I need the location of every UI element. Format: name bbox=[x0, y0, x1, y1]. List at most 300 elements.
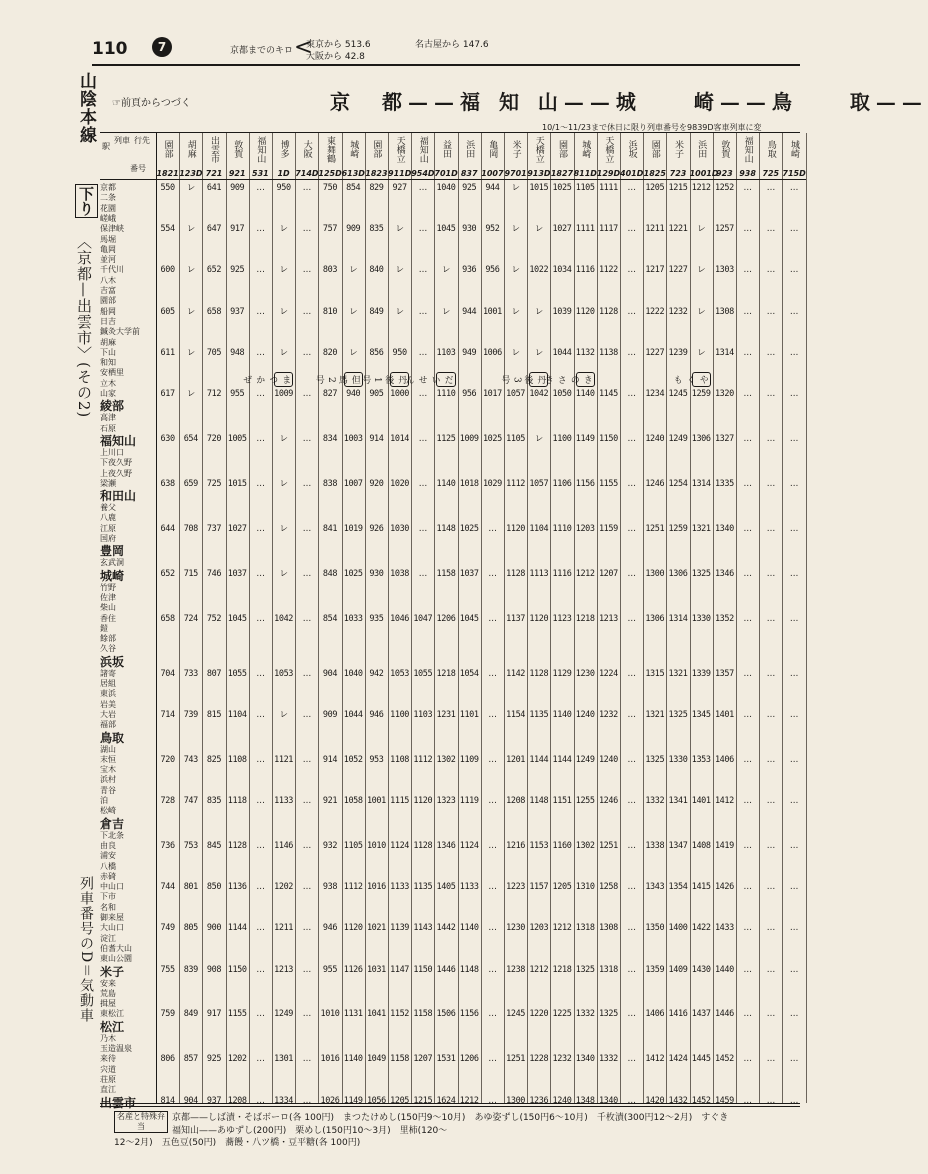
time-cell: 1259 bbox=[691, 389, 711, 399]
time-cell: 1218 bbox=[575, 613, 595, 624]
time-cell: … bbox=[789, 882, 799, 893]
station-name: 浜坂 bbox=[100, 654, 125, 669]
time-cell: レ bbox=[279, 568, 288, 579]
time-cell: 1446 bbox=[714, 1009, 734, 1020]
time-cell: 1046 bbox=[390, 613, 410, 624]
time-cell: 1412 bbox=[645, 1054, 665, 1065]
station-name: 来待 bbox=[100, 1054, 116, 1064]
time-cell: … bbox=[256, 478, 265, 489]
time-cell: … bbox=[743, 224, 752, 235]
time-cell: 1325 bbox=[691, 568, 711, 579]
time-cell: 805 bbox=[183, 923, 198, 934]
time-cell: 1006 bbox=[482, 347, 502, 358]
time-cell: 801 bbox=[183, 882, 198, 893]
time-cell: 921 bbox=[322, 796, 338, 806]
time-cell: … bbox=[256, 754, 265, 765]
time-cell: 925 bbox=[462, 183, 477, 193]
time-cell: 909 bbox=[322, 709, 338, 720]
time-cell: 1128 bbox=[413, 840, 433, 851]
time-cell: … bbox=[627, 523, 636, 534]
time-cell: 1158 bbox=[390, 1054, 410, 1065]
time-cell: 849 bbox=[183, 1009, 198, 1020]
time-cell: 1240 bbox=[575, 709, 595, 720]
time-cell: 1240 bbox=[552, 1095, 572, 1106]
time-cell: 1321 bbox=[691, 523, 711, 534]
time-cell: 1034 bbox=[552, 265, 572, 276]
time-cell: … bbox=[789, 478, 799, 489]
time-cell: 1148 bbox=[459, 964, 479, 975]
time-cell: 1321 bbox=[645, 709, 665, 720]
time-cell: 1255 bbox=[575, 796, 595, 806]
train-column bbox=[179, 133, 203, 1106]
time-cell: … bbox=[302, 709, 311, 720]
time-cell: 1308 bbox=[598, 923, 618, 934]
time-cell: 759 bbox=[160, 1009, 175, 1020]
time-cell: … bbox=[256, 523, 265, 534]
time-cell: レ bbox=[395, 265, 404, 276]
time-cell: 1321 bbox=[668, 668, 688, 679]
time-cell: … bbox=[743, 709, 752, 720]
time-cell: 1031 bbox=[366, 964, 386, 975]
time-cell: … bbox=[418, 306, 427, 317]
time-cell: 1332 bbox=[598, 1054, 618, 1065]
time-cell: 1301 bbox=[274, 1054, 294, 1065]
time-cell: 1027 bbox=[552, 224, 572, 235]
time-cell: 1430 bbox=[691, 964, 711, 975]
time-cell: 1220 bbox=[529, 1009, 549, 1020]
time-cell: 1236 bbox=[529, 1095, 549, 1106]
time-cell: … bbox=[302, 478, 311, 489]
station-name: 宍道 bbox=[100, 1064, 116, 1074]
time-cell: 550 bbox=[160, 183, 175, 193]
time-cell: … bbox=[627, 840, 636, 851]
time-cell: 1124 bbox=[390, 840, 410, 851]
time-cell: 1217 bbox=[645, 265, 665, 276]
train-number: 714D bbox=[295, 169, 319, 178]
section-number-badge: 7 bbox=[152, 37, 172, 57]
time-cell: 1037 bbox=[459, 568, 479, 579]
station-name: 大岩 bbox=[100, 709, 116, 719]
train-name-marker: 丹後3号 bbox=[529, 372, 548, 387]
train-destination: 天橋立 bbox=[603, 135, 614, 163]
train-destination: 福知山 bbox=[417, 135, 428, 163]
time-cell: 1155 bbox=[598, 478, 618, 489]
time-cell: … bbox=[256, 1054, 265, 1065]
station-name: 東浜 bbox=[100, 689, 116, 699]
time-cell: … bbox=[488, 796, 497, 806]
time-cell: … bbox=[488, 568, 497, 579]
time-cell: 647 bbox=[206, 224, 222, 235]
time-cell: 1117 bbox=[598, 224, 618, 235]
time-cell: … bbox=[488, 882, 497, 893]
time-cell: … bbox=[418, 478, 427, 489]
time-cell: 554 bbox=[160, 224, 175, 235]
station-name: 梁瀬 bbox=[100, 478, 116, 488]
time-cell: 1218 bbox=[436, 668, 456, 679]
time-cell: 925 bbox=[230, 265, 245, 276]
time-cell: 1018 bbox=[459, 478, 479, 489]
time-cell: … bbox=[256, 709, 265, 720]
time-cell: 1108 bbox=[390, 754, 410, 765]
time-cell: … bbox=[256, 668, 265, 679]
time-cell: 1144 bbox=[529, 754, 549, 765]
train-header bbox=[782, 133, 805, 180]
ekiben-kyoto-cont: 12〜2月) 五色豆(50円) 蕎饅・八ツ橋・豆平糖(各 100円) bbox=[114, 1138, 361, 1148]
time-cell: … bbox=[789, 796, 799, 806]
time-cell: 914 bbox=[322, 754, 338, 765]
time-cell: 1408 bbox=[691, 840, 711, 851]
time-cell: 1131 bbox=[343, 1009, 363, 1020]
time-cell: 1325 bbox=[645, 754, 665, 765]
time-cell: 856 bbox=[369, 347, 384, 358]
time-cell: 1206 bbox=[436, 613, 456, 624]
time-cell: 1038 bbox=[390, 568, 410, 579]
time-cell: … bbox=[627, 265, 636, 276]
train-destination: 敦賀 bbox=[719, 140, 730, 158]
time-cell: 1123 bbox=[552, 613, 572, 624]
time-cell: 1149 bbox=[343, 1095, 363, 1106]
time-cell: 1119 bbox=[459, 796, 479, 806]
train-destination: 福知山 bbox=[742, 135, 753, 163]
time-cell: … bbox=[766, 882, 775, 893]
time-cell: … bbox=[743, 923, 752, 934]
time-cell: 1116 bbox=[552, 568, 572, 579]
time-cell: … bbox=[766, 265, 775, 276]
train-column bbox=[226, 133, 250, 1106]
time-cell: レ bbox=[186, 183, 195, 193]
time-cell: 1306 bbox=[645, 613, 665, 624]
time-cell: 1133 bbox=[459, 882, 479, 893]
time-cell: … bbox=[256, 183, 265, 193]
train-column bbox=[481, 133, 505, 1106]
time-cell: 1359 bbox=[645, 964, 665, 975]
train-number: 725 bbox=[762, 169, 780, 178]
time-cell: 806 bbox=[160, 1054, 175, 1065]
station-name: 和田山 bbox=[100, 489, 137, 504]
ekiben-kyoto: 京都——しば漬・そばボーロ(各 100円) まつたけめし(150円9〜10月) あゆ姿ずし(150円6〜10月) 千枚漬(300円12〜2月) すぐき bbox=[172, 1113, 729, 1123]
time-cell: 937 bbox=[206, 1095, 222, 1106]
time-cell: レ bbox=[697, 306, 706, 317]
train-column bbox=[504, 133, 528, 1106]
time-cell: 834 bbox=[322, 433, 338, 444]
time-cell: … bbox=[766, 1054, 775, 1065]
kilometer-from-osaka: 大阪から 42.8 bbox=[306, 52, 365, 62]
time-cell: … bbox=[627, 1095, 636, 1106]
time-cell: 1215 bbox=[413, 1095, 433, 1106]
time-cell: 1624 bbox=[436, 1095, 456, 1106]
time-cell: 1058 bbox=[343, 796, 363, 806]
time-cell: … bbox=[488, 1054, 497, 1065]
time-cell: 1005 bbox=[227, 433, 247, 444]
time-cell: 1401 bbox=[691, 796, 711, 806]
station-name: 乃木 bbox=[100, 1033, 116, 1043]
station-name: 八木 bbox=[100, 275, 116, 285]
time-cell: 1049 bbox=[366, 1054, 386, 1065]
train-column bbox=[202, 133, 226, 1106]
time-cell: 1251 bbox=[506, 1054, 526, 1065]
time-cell: 908 bbox=[206, 964, 222, 975]
time-cell: … bbox=[302, 183, 311, 193]
train-header bbox=[179, 133, 202, 180]
time-cell: 1118 bbox=[227, 796, 247, 806]
train-number: 1007 bbox=[481, 169, 504, 178]
time-cell: 848 bbox=[322, 568, 338, 579]
header-rule bbox=[92, 64, 800, 66]
time-cell: 1152 bbox=[390, 1009, 410, 1020]
time-cell: 755 bbox=[160, 964, 175, 975]
time-cell: 926 bbox=[369, 523, 384, 534]
time-cell: … bbox=[488, 1095, 497, 1106]
time-cell: … bbox=[766, 964, 775, 975]
time-cell: 605 bbox=[160, 306, 175, 317]
time-cell: 1128 bbox=[506, 568, 526, 579]
time-cell: 925 bbox=[206, 1054, 222, 1065]
time-cell: 1120 bbox=[575, 306, 595, 317]
train-header bbox=[202, 133, 225, 180]
time-cell: 1433 bbox=[714, 923, 734, 934]
train-name-marker: 但馬2号 bbox=[344, 372, 363, 387]
station-name: 胡麻 bbox=[100, 337, 116, 347]
time-cell: … bbox=[627, 433, 636, 444]
time-cell: … bbox=[302, 523, 311, 534]
station-name: 浜村 bbox=[100, 775, 116, 785]
station-name: 松江 bbox=[100, 1019, 125, 1034]
train-destination: 城崎 bbox=[788, 140, 799, 158]
time-cell: 1159 bbox=[598, 523, 618, 534]
line-name: 山陰本線 bbox=[76, 72, 96, 144]
holiday-note: 10/1〜11/23まで休日に限り列車番号を9839D客車列車に変 bbox=[542, 123, 762, 132]
time-cell: 1105 bbox=[343, 840, 363, 851]
time-cell: 1212 bbox=[529, 964, 549, 975]
time-cell: 946 bbox=[322, 923, 338, 934]
time-cell: 1140 bbox=[436, 478, 456, 489]
train-header bbox=[318, 133, 341, 180]
time-cell: 839 bbox=[183, 964, 198, 975]
time-cell: 854 bbox=[346, 183, 361, 193]
time-cell: … bbox=[789, 709, 799, 720]
time-cell: … bbox=[256, 964, 265, 975]
time-cell: 1156 bbox=[459, 1009, 479, 1020]
time-cell: 1202 bbox=[227, 1054, 247, 1065]
time-cell: 909 bbox=[346, 224, 361, 235]
station-name: 下山 bbox=[100, 347, 116, 357]
station-name: 浦安 bbox=[100, 851, 116, 861]
train-number: 401D bbox=[620, 169, 644, 178]
time-cell: 746 bbox=[206, 568, 222, 579]
station-name: 諸寄 bbox=[100, 668, 116, 678]
time-cell: 712 bbox=[206, 389, 222, 399]
time-cell: … bbox=[302, 568, 311, 579]
time-cell: 1042 bbox=[529, 389, 549, 399]
time-cell: 724 bbox=[183, 613, 198, 624]
time-cell: 1010 bbox=[366, 840, 386, 851]
time-cell: … bbox=[627, 1054, 636, 1065]
station-name: 福部 bbox=[100, 720, 116, 730]
time-cell: … bbox=[627, 568, 636, 579]
train-destination: 浜坂 bbox=[626, 140, 637, 158]
route-section: 〈京都—出雲市〉(その2) bbox=[75, 234, 93, 419]
time-cell: 1203 bbox=[529, 923, 549, 934]
time-cell: … bbox=[766, 478, 775, 489]
kilometer-from-tokyo: 東京から 513.6 bbox=[306, 40, 371, 50]
time-cell: 1110 bbox=[552, 523, 572, 534]
time-cell: 1215 bbox=[668, 183, 688, 193]
time-cell: 1106 bbox=[552, 478, 572, 489]
time-cell: 658 bbox=[206, 306, 222, 317]
ekiben-label: 名産と特殊弁当 bbox=[114, 1111, 168, 1133]
time-cell: 1158 bbox=[436, 568, 456, 579]
train-column bbox=[318, 133, 342, 1106]
time-cell: 743 bbox=[183, 754, 198, 765]
train-destination: 城崎 bbox=[348, 140, 359, 158]
train-number: 1821 bbox=[156, 169, 179, 178]
time-cell: 1100 bbox=[552, 433, 572, 444]
time-cell: 1121 bbox=[274, 754, 294, 765]
time-cell: … bbox=[743, 568, 752, 579]
train-header bbox=[736, 133, 759, 180]
time-cell: 1040 bbox=[436, 183, 456, 193]
time-cell: 752 bbox=[206, 613, 222, 624]
time-cell: … bbox=[789, 613, 799, 624]
time-cell: 917 bbox=[206, 1009, 222, 1020]
time-cell: … bbox=[789, 568, 799, 579]
time-cell: 720 bbox=[160, 754, 175, 765]
station-name: 居組 bbox=[100, 679, 116, 688]
train-header bbox=[342, 133, 365, 180]
time-cell: … bbox=[789, 1009, 799, 1020]
train-number: 1827 bbox=[550, 169, 574, 178]
train-header bbox=[759, 133, 782, 180]
time-cell: 1146 bbox=[274, 840, 294, 851]
time-cell: … bbox=[488, 1009, 497, 1020]
time-cell: … bbox=[743, 523, 752, 534]
time-cell: 1302 bbox=[436, 754, 456, 765]
time-cell: 1154 bbox=[506, 709, 526, 720]
time-cell: 1357 bbox=[714, 668, 734, 679]
station-name: 赤碕 bbox=[100, 871, 116, 881]
time-cell: 1045 bbox=[436, 224, 456, 235]
time-cell: 1400 bbox=[668, 923, 688, 934]
train-destination: 浜田 bbox=[464, 140, 475, 158]
time-cell: 1053 bbox=[274, 668, 294, 679]
time-cell: 705 bbox=[206, 347, 222, 358]
time-cell: … bbox=[766, 523, 775, 534]
time-cell: 1016 bbox=[366, 882, 386, 893]
station-name: 泊 bbox=[100, 796, 108, 805]
time-cell: 1424 bbox=[668, 1054, 688, 1065]
time-cell: 1143 bbox=[413, 923, 433, 934]
time-cell: 1332 bbox=[645, 796, 665, 806]
time-cell: 1238 bbox=[506, 964, 526, 975]
station-name: 中山口 bbox=[100, 882, 124, 892]
time-cell: 1112 bbox=[506, 478, 526, 489]
time-cell: 1155 bbox=[227, 1009, 247, 1020]
continued-from-previous: ☞前頁からつづく bbox=[112, 98, 191, 109]
train-column bbox=[249, 133, 273, 1106]
time-cell: 815 bbox=[206, 709, 222, 720]
time-cell: レ bbox=[186, 347, 195, 358]
time-cell: 1206 bbox=[459, 1054, 479, 1065]
time-cell: 1103 bbox=[436, 347, 456, 358]
time-cell: 652 bbox=[206, 265, 222, 276]
train-destination: 園部 bbox=[371, 140, 382, 158]
time-cell: 1037 bbox=[227, 568, 247, 579]
time-cell: … bbox=[743, 433, 752, 444]
time-cell: 1030 bbox=[390, 523, 410, 534]
time-cell: … bbox=[302, 613, 311, 624]
time-cell: 845 bbox=[206, 840, 222, 851]
time-cell: … bbox=[418, 347, 427, 358]
station-name: 高津 bbox=[100, 413, 116, 423]
time-cell: 956 bbox=[462, 389, 477, 399]
time-cell: … bbox=[627, 754, 636, 765]
time-cell: 955 bbox=[230, 389, 245, 399]
time-cell: 744 bbox=[160, 882, 175, 893]
time-cell: 1020 bbox=[390, 478, 410, 489]
time-cell: 1406 bbox=[714, 754, 734, 765]
time-cell: … bbox=[766, 183, 775, 193]
time-cell: 1054 bbox=[459, 668, 479, 679]
time-cell: 1332 bbox=[575, 1009, 595, 1020]
station-name: 直江 bbox=[100, 1085, 116, 1095]
time-cell: 1128 bbox=[227, 840, 247, 851]
time-cell: … bbox=[488, 840, 497, 851]
time-cell: 750 bbox=[322, 183, 338, 193]
time-cell: 953 bbox=[369, 754, 384, 765]
station-name: 揖屋 bbox=[100, 999, 116, 1009]
train-header bbox=[156, 133, 179, 180]
train-header bbox=[295, 133, 318, 180]
time-cell: レ bbox=[349, 306, 358, 317]
time-cell: 1122 bbox=[598, 265, 618, 276]
time-cell: 938 bbox=[322, 882, 338, 893]
train-header bbox=[272, 133, 295, 180]
train-destination: 博多 bbox=[278, 140, 289, 158]
time-cell: 1224 bbox=[598, 668, 618, 679]
time-cell: 1100 bbox=[390, 709, 410, 720]
time-cell: レ bbox=[186, 224, 195, 235]
time-cell: 1249 bbox=[274, 1009, 294, 1020]
time-cell: 1027 bbox=[227, 523, 247, 534]
time-cell: 1223 bbox=[506, 882, 526, 893]
time-cell: 1310 bbox=[575, 882, 595, 893]
time-cell: … bbox=[302, 347, 311, 358]
time-cell: 1300 bbox=[645, 568, 665, 579]
time-cell: 920 bbox=[369, 478, 384, 489]
time-cell: 1354 bbox=[668, 882, 688, 893]
station-name: 船岡 bbox=[100, 306, 116, 316]
time-cell: 1347 bbox=[668, 840, 688, 851]
time-cell: 1302 bbox=[575, 840, 595, 851]
train-header bbox=[481, 133, 504, 180]
page-number: 110 bbox=[92, 39, 128, 59]
time-cell: … bbox=[302, 306, 311, 317]
train-number: 1001D bbox=[689, 169, 719, 178]
station-name: 倉吉 bbox=[100, 816, 125, 831]
train-number: 913D bbox=[527, 169, 551, 178]
station-name: 玄武洞 bbox=[100, 558, 124, 568]
train-header bbox=[226, 133, 249, 180]
station-name: 下北条 bbox=[100, 830, 124, 840]
time-cell: 1050 bbox=[552, 389, 572, 399]
time-cell: 1105 bbox=[575, 183, 595, 193]
time-cell: 1144 bbox=[552, 754, 572, 765]
time-cell: 1151 bbox=[552, 796, 572, 806]
time-cell: … bbox=[627, 668, 636, 679]
time-cell: レ bbox=[534, 224, 543, 235]
time-cell: 1320 bbox=[714, 389, 734, 399]
time-cell: … bbox=[766, 668, 775, 679]
